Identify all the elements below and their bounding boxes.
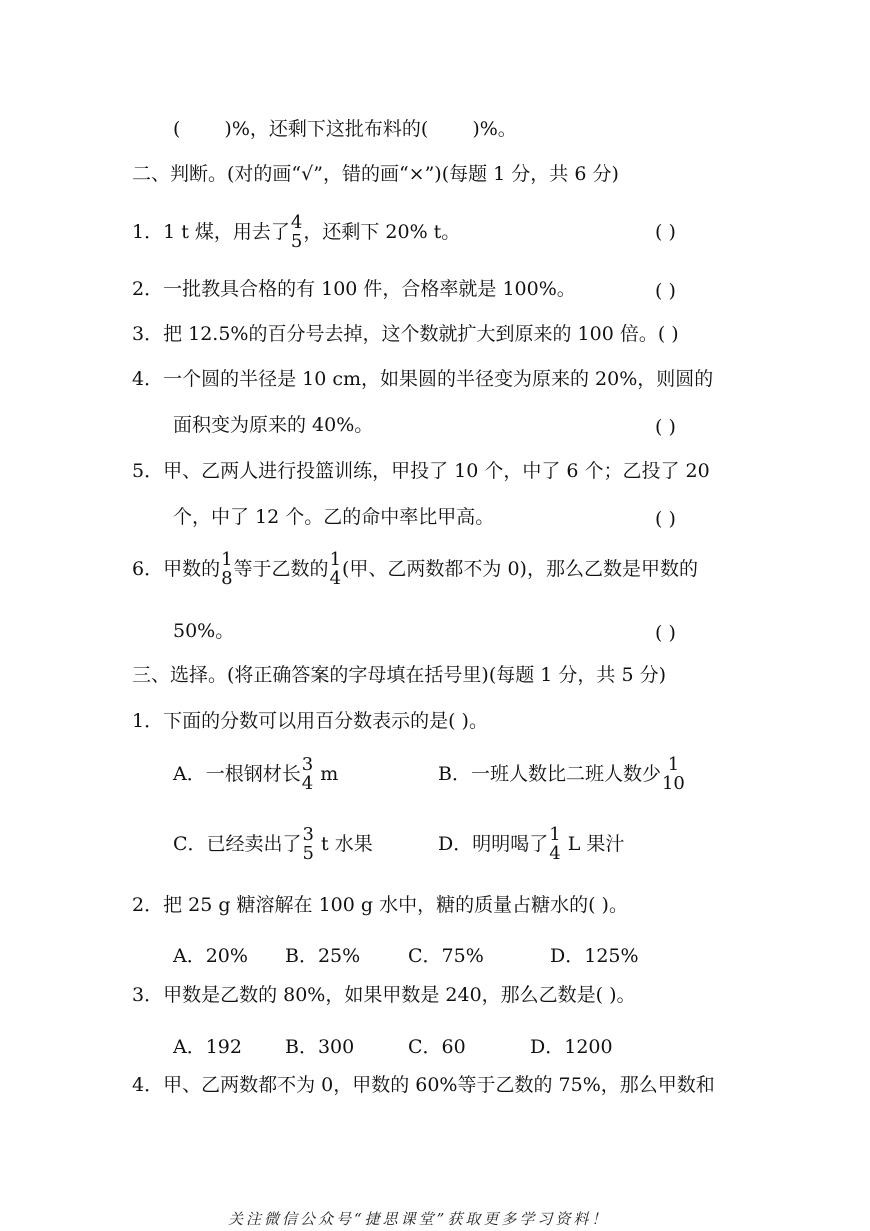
s3-q4: 4．甲、乙两数都不为 0，甲数的 60%等于乙数的 75%，那么甲数和: [132, 1074, 715, 1096]
s3-q2: 2．把 25 g 糖溶解在 100 g 水中，糖的质量占糖水的( )。: [132, 894, 628, 916]
fraction: 1 4: [549, 824, 561, 864]
answer-blank[interactable]: ( ): [655, 508, 676, 530]
text: )%。: [472, 118, 517, 140]
answer-blank[interactable]: ( ): [655, 622, 676, 644]
section2-title: 二、判断。(对的画“√”，错的画“×”)(每题 1 分，共 6 分): [132, 163, 619, 185]
s3-q3-option-a[interactable]: A．192: [173, 1036, 242, 1058]
s3-q2-option-c[interactable]: C．75%: [408, 945, 484, 967]
s3-q3-option-d[interactable]: D．1200: [530, 1036, 613, 1058]
s2-q6b: 50%。: [173, 620, 235, 642]
s2-q6: 6．甲数的 1 8 等于乙数的 1 4 (甲、乙两数都不为 0)，那么乙数是甲数的: [132, 549, 698, 589]
s2-q2: 2．一批教具合格的有 100 件，合格率就是 100%。: [132, 278, 576, 300]
fraction: 3 4: [301, 754, 314, 794]
s3-q1-option-c[interactable]: C．已经卖出了 3 5 t 水果: [173, 824, 373, 864]
answer-blank[interactable]: ( ): [655, 416, 676, 438]
s3-q2-option-a[interactable]: A．20%: [173, 945, 248, 967]
fraction: 3 5: [302, 824, 314, 864]
s3-q1-option-b[interactable]: B．一班人数比二班人数少 1 10: [438, 754, 685, 794]
s3-q2-option-b[interactable]: B．25%: [285, 945, 361, 967]
fraction: 1 10: [661, 754, 685, 794]
fraction: 1 4: [329, 549, 342, 589]
s2-q4b: 面积变为原来的 40%。: [173, 414, 374, 436]
answer-blank[interactable]: ( ): [655, 280, 676, 302]
s3-q3: 3．甲数是乙数的 80%，如果甲数是 240，那么乙数是( )。: [132, 984, 636, 1006]
s2-q5b: 个，中了 12 个。乙的命中率比甲高。: [173, 506, 495, 528]
s2-q1: 1．1 t 煤，用去了 4 5 ，还剩下 20% t。: [132, 212, 461, 252]
s3-q1-option-a[interactable]: A．一根钢材长 3 4 m: [173, 754, 339, 794]
fraction: 4 5: [290, 212, 303, 252]
s3-q1: 1．下面的分数可以用百分数表示的是( )。: [132, 710, 488, 732]
fraction: 1 8: [221, 549, 233, 589]
s2-q3: 3．把 12.5%的百分号去掉，这个数就扩大到原来的 100 倍。( ): [132, 323, 679, 345]
footer-watermark: 关注微信公众号“捷思课堂”获取更多学习资料！: [228, 1210, 610, 1228]
s3-q2-option-d[interactable]: D．125%: [550, 945, 639, 967]
section3-title: 三、选择。(将正确答案的字母填在括号里)(每题 1 分，共 5 分): [132, 664, 666, 686]
s2-q5a: 5．甲、乙两人进行投篮训练，甲投了 10 个，中了 6 个；乙投了 20: [132, 460, 710, 482]
s3-q1-option-d[interactable]: D．明明喝了 1 4 L 果汁: [438, 824, 625, 864]
text: (: [173, 118, 181, 140]
s3-q3-option-b[interactable]: B．300: [285, 1036, 355, 1058]
s3-q3-option-c[interactable]: C．60: [408, 1036, 466, 1058]
s2-q4a: 4．一个圆的半径是 10 cm，如果圆的半径变为原来的 20%，则圆的: [132, 368, 714, 390]
top-line: [173, 120, 517, 139]
answer-blank[interactable]: ( ): [655, 221, 676, 243]
text: )%，还剩下这批布料的(: [224, 118, 429, 140]
